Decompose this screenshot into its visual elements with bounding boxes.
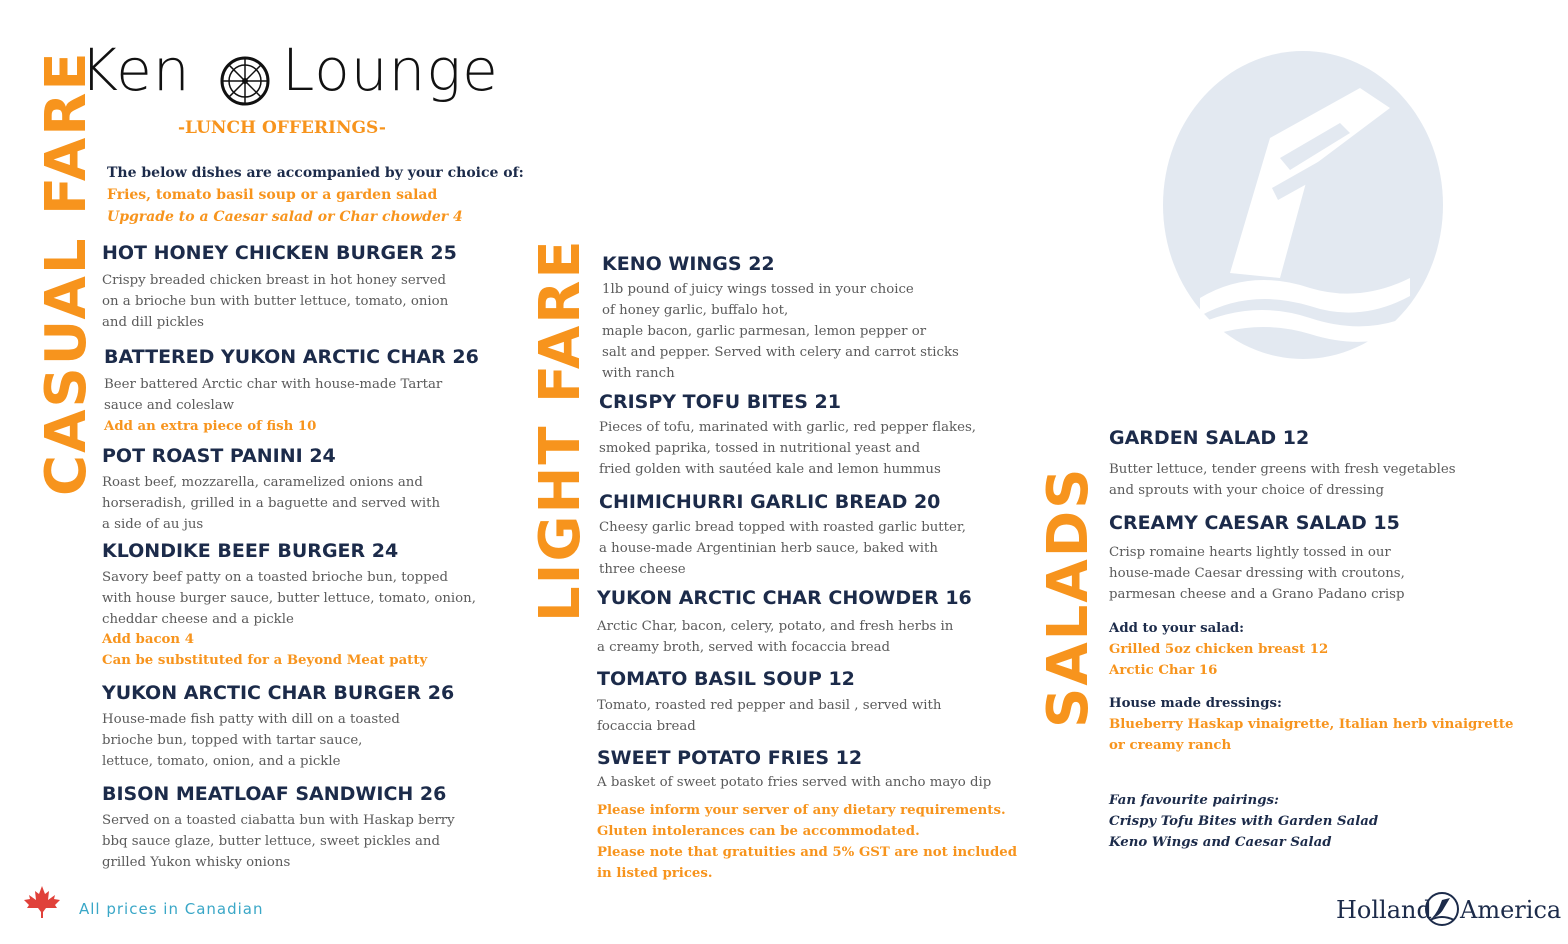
desc-line: a side of au jus [102, 517, 204, 532]
desc-line: a house-made Argentinian herb sauce, baked with [599, 541, 938, 556]
dish-description [1109, 459, 1456, 501]
desc-line: Crisp romaine hearts lightly tossed in our [1109, 545, 1391, 560]
dish-title: TOMATO BASIL SOUP 12 [597, 668, 855, 690]
note-line: Add bacon 4 [102, 632, 194, 647]
logo-right-text: Lounge [282, 36, 499, 104]
addon-line: Arctic Char 16 [1109, 663, 1218, 678]
dish-description [599, 517, 966, 580]
desc-line: with ranch [602, 366, 675, 381]
desc-line: on a brioche bun with butter lettuce, tomato, onion [102, 294, 449, 309]
dish-title: GARDEN SALAD 12 [1109, 427, 1310, 449]
intro-line: The below dishes are accompanied by your choice of: [107, 165, 524, 181]
addons-heading: Add to your salad: [1109, 621, 1245, 636]
desc-line: horseradish, grilled in a baguette and served with [102, 496, 441, 511]
desc-line: Arctic Char, bacon, celery, potato, and fresh herbs in [597, 619, 954, 634]
desc-line: salt and pepper. Served with celery and carrot sticks [602, 345, 959, 360]
dish-description [602, 279, 959, 384]
fan-pairings [1109, 790, 1378, 853]
dish-title: YUKON ARCTIC CHAR BURGER 26 [102, 682, 455, 704]
desc-line: bbq sauce glaze, butter lettuce, sweet pickles and [102, 834, 440, 849]
dish-description [102, 567, 476, 630]
dressings-heading: House made dressings: [1109, 696, 1282, 711]
desc-line: Served on a toasted ciabatta bun with Haskap berry [102, 813, 455, 828]
dietary-notice [597, 800, 1017, 884]
dish-description [102, 472, 440, 535]
desc-line: fried golden with sautéed kale and lemon hummus [599, 462, 941, 477]
dish-title: BATTERED YUKON ARCTIC CHAR 26 [104, 346, 479, 368]
desc-line: maple bacon, garlic parmesan, lemon pepper or [602, 324, 927, 339]
desc-line: A basket of sweet potato fries served with ancho mayo dip [597, 775, 992, 790]
desc-line: parmesan cheese and a Grano Padano crisp [1109, 587, 1405, 602]
page-subtitle: -LUNCH OFFERINGS- [178, 118, 386, 138]
dish-description [102, 709, 400, 772]
brand-right-text: America [1460, 896, 1562, 924]
desc-line: grilled Yukon whisky onions [102, 855, 291, 870]
pairing-line: Keno Wings and Caesar Salad [1109, 835, 1332, 850]
desc-line: of honey garlic, buffalo hot, [602, 303, 789, 318]
maple-leaf-icon [22, 884, 62, 920]
dish-description [597, 695, 941, 737]
desc-line: Beer battered Arctic char with house-made Tartar [104, 377, 443, 392]
dish-description [102, 810, 455, 873]
desc-line: Tomato, roasted red pepper and basil , served with [597, 698, 942, 713]
section-title-light: LIGHT FARE [528, 238, 593, 622]
dish-title: CRISPY TOFU BITES 21 [599, 391, 841, 413]
sides-line: Fries, tomato basil soup or a garden salad [107, 187, 438, 203]
holland-america-emblem-icon [1424, 890, 1460, 928]
dish-description [1109, 542, 1405, 605]
notice-line: Gluten intolerances can be accommodated. [597, 824, 920, 839]
dish-addon-note [104, 416, 316, 437]
dish-title: SWEET POTATO FRIES 12 [597, 747, 863, 769]
ship-watermark-icon [1160, 48, 1446, 362]
desc-line: and sprouts with your choice of dressing [1109, 483, 1384, 498]
desc-line: Savory beef patty on a toasted brioche bun, topped [102, 570, 448, 585]
dish-title: POT ROAST PANINI 24 [102, 445, 336, 467]
dish-title: KENO WINGS 22 [602, 253, 775, 275]
dish-title: HOT HONEY CHICKEN BURGER 25 [102, 242, 457, 264]
addon-line: Grilled 5oz chicken breast 12 [1109, 642, 1329, 657]
wheel-icon [218, 54, 272, 108]
desc-line: with house burger sauce, butter lettuce, tomato, onion, [102, 591, 476, 606]
dish-description [102, 270, 448, 333]
salad-dressings [1109, 693, 1514, 756]
dish-title: CREAMY CAESAR SALAD 15 [1109, 512, 1400, 534]
dish-title: KLONDIKE BEEF BURGER 24 [102, 540, 399, 562]
notice-line: Please inform your server of any dietary requirements. [597, 803, 1006, 818]
desc-line: house-made Caesar dressing with croutons, [1109, 566, 1405, 581]
dish-title: CHIMICHURRI GARLIC BREAD 20 [599, 491, 941, 513]
pairings-heading: Fan favourite pairings: [1109, 793, 1279, 808]
dish-title: BISON MEATLOAF SANDWICH 26 [102, 783, 447, 805]
desc-line: brioche bun, topped with tartar sauce, [102, 733, 363, 748]
pairing-line: Crispy Tofu Bites with Garden Salad [1109, 814, 1379, 829]
desc-line: sauce and coleslaw [104, 398, 235, 413]
notice-line: Please note that gratuities and 5% GST are not included [597, 845, 1018, 860]
desc-line: Pieces of tofu, marinated with garlic, red pepper flakes, [599, 420, 977, 435]
dish-description [597, 772, 991, 793]
desc-line: a creamy broth, served with focaccia bread [597, 640, 891, 655]
upgrade-line: Upgrade to a Caesar salad or Char chowder 4 [107, 209, 463, 225]
dish-description [597, 616, 953, 658]
casual-intro [107, 162, 524, 228]
dish-title: YUKON ARCTIC CHAR CHOWDER 16 [597, 587, 972, 609]
section-title-salads: SALADS [1036, 466, 1101, 728]
desc-line: three cheese [599, 562, 686, 577]
desc-line: focaccia bread [597, 719, 696, 734]
note-line: Add an extra piece of fish 10 [104, 419, 317, 434]
desc-line: 1lb pound of juicy wings tossed in your choice [602, 282, 914, 297]
notice-line: in listed prices. [597, 866, 713, 881]
desc-line: Crispy breaded chicken breast in hot honey served [102, 273, 446, 288]
desc-line: lettuce, tomato, onion, and a pickle [102, 754, 341, 769]
desc-line: Butter lettuce, tender greens with fresh vegetables [1109, 462, 1456, 477]
brand-left-text: Holland [1336, 896, 1432, 924]
dressing-line: or creamy ranch [1109, 738, 1232, 753]
dish-addon-note [102, 629, 427, 671]
desc-line: cheddar cheese and a pickle [102, 612, 294, 627]
desc-line: Roast beef, mozzarella, caramelized onions and [102, 475, 423, 490]
holland-america-logo [1336, 890, 1562, 930]
desc-line: and dill pickles [102, 315, 204, 330]
desc-line: Cheesy garlic bread topped with roasted garlic butter, [599, 520, 966, 535]
section-title-casual: CASUAL FARE [34, 50, 99, 496]
logo-left-text: Ken [80, 36, 191, 104]
note-line: Can be substituted for a Beyond Meat patty [102, 653, 428, 668]
dressing-line: Blueberry Haskap vinaigrette, Italian herb vinaigrette [1109, 717, 1514, 732]
desc-line: smoked paprika, tossed in nutritional yeast and [599, 441, 921, 456]
desc-line: House-made fish patty with dill on a toasted [102, 712, 400, 727]
prices-note: All prices in Canadian [79, 900, 264, 918]
dish-description [104, 374, 442, 416]
salad-addons [1109, 618, 1328, 681]
dish-description [599, 417, 976, 480]
